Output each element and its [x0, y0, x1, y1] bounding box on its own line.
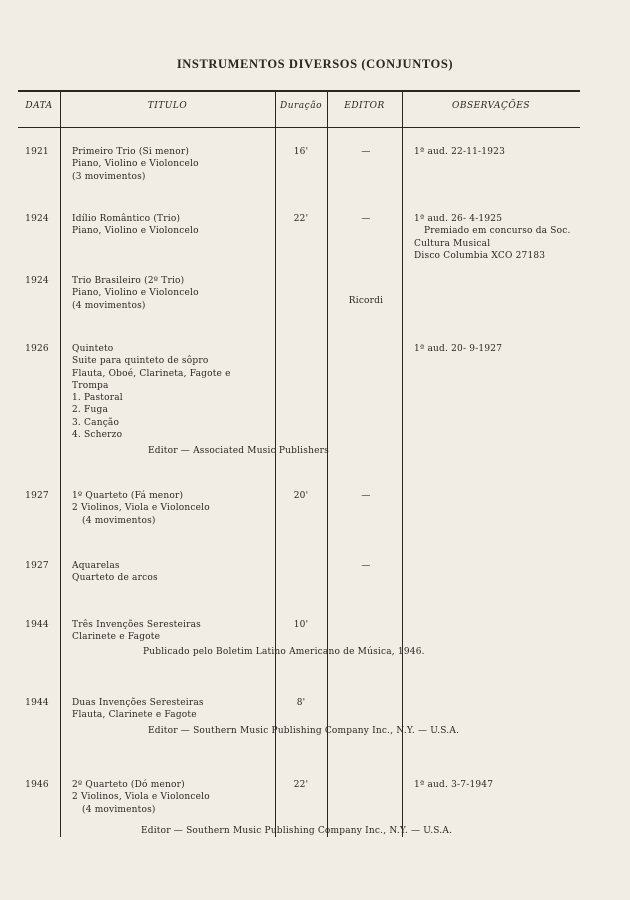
- title-line: Aquarelas: [72, 561, 120, 571]
- title-line: Piano, Violino e Violoncelo: [72, 226, 199, 237]
- row-year: 1927: [25, 561, 49, 571]
- row-title: [72, 146, 199, 183]
- title-line: 1º Quarteto (Fá menor): [72, 491, 184, 501]
- title-line: (4 movimentos): [82, 804, 156, 815]
- title-line: Primeiro Trio (Si menor): [72, 147, 190, 157]
- page-title: INSTRUMENTOS DIVERSOS (CONJUNTOS): [176, 57, 454, 71]
- row-observations: [414, 213, 571, 262]
- column-rule-data: [60, 92, 61, 837]
- row-title: [72, 490, 210, 527]
- row-year: 1924: [25, 276, 49, 286]
- title-line: Flauta, Oboé, Clarineta, Fagote e: [72, 368, 231, 379]
- publisher-note: Editor — Associated Music Publishers: [148, 446, 329, 456]
- title-line: Suite para quinteto de sôpro: [72, 356, 209, 367]
- header-editor: EDITOR: [344, 101, 385, 111]
- publisher-note: Editor — Southern Music Publishing Company Inc., N.Y. — U.S.A.: [141, 826, 453, 836]
- row-duration: 22': [293, 780, 309, 790]
- row-observations: [414, 779, 493, 791]
- title-line: Três Invenções Seresteiras: [72, 620, 201, 630]
- header-observacoes: OBSERVAÇÕES: [451, 101, 531, 111]
- row-title: [72, 779, 210, 816]
- row-title: [72, 560, 158, 585]
- obs-line: 1ª aud. 3-7-1947: [414, 780, 494, 790]
- title-line: 2º Quarteto (Dó menor): [72, 780, 185, 790]
- title-line: Idílio Romântico (Trio): [72, 214, 181, 224]
- row-editor: —: [361, 491, 371, 501]
- row-duration: 22': [293, 214, 309, 224]
- title-line: 2. Fuga: [72, 405, 109, 416]
- title-line: Trio Brasileiro (2º Trio): [72, 276, 185, 286]
- row-editor: —: [361, 214, 371, 224]
- publisher-note: Publicado pelo Boletim Latino Americano de Música, 1946.: [143, 647, 425, 657]
- row-year: 1944: [25, 698, 49, 708]
- row-title: [72, 275, 199, 312]
- row-title: [72, 619, 201, 644]
- obs-line: 1ª aud. 26- 4-1925: [414, 214, 503, 224]
- row-editor: —: [361, 561, 371, 571]
- title-line: 3. Canção: [72, 417, 120, 428]
- row-year: 1944: [25, 620, 49, 630]
- row-observations: [414, 343, 502, 355]
- title-line: (3 movimentos): [72, 171, 146, 182]
- row-title: [72, 213, 199, 238]
- row-editor: —: [361, 147, 371, 157]
- header-duracao: Duração: [279, 101, 322, 111]
- obs-line: 1ª aud. 22-11-1923: [414, 147, 505, 157]
- header-titulo: TITULO: [147, 101, 188, 111]
- row-title: [72, 343, 231, 441]
- publisher-note: Editor — Southern Music Publishing Company Inc., N.Y. — U.S.A.: [148, 726, 460, 736]
- title-line: (4 movimentos): [72, 300, 146, 311]
- title-line: 4. Scherzo: [72, 430, 123, 441]
- row-duration: 16': [293, 147, 309, 157]
- title-line: 2 Violinos, Viola e Violoncelo: [72, 503, 210, 514]
- row-editor: Ricordi: [348, 296, 384, 306]
- title-line: 1. Pastoral: [72, 393, 123, 404]
- obs-line: Premiado em concurso da Soc.: [424, 226, 571, 237]
- title-line: Quarteto de arcos: [72, 573, 158, 584]
- obs-line: Disco Columbia XCO 27183: [414, 250, 546, 261]
- obs-line: 1ª aud. 20- 9-1927: [414, 344, 503, 354]
- title-line: Clarinete e Fagote: [72, 632, 161, 643]
- header-data: DATA: [25, 101, 53, 111]
- row-year: 1921: [25, 147, 49, 157]
- row-year: 1946: [25, 780, 49, 790]
- header-top-rule: [18, 90, 580, 92]
- title-line: (4 movimentos): [82, 515, 156, 526]
- header-bottom-rule: [18, 127, 580, 128]
- row-year: 1927: [25, 491, 49, 501]
- title-line: Duas Invenções Seresteiras: [72, 698, 204, 708]
- title-line: Trompa: [72, 380, 109, 391]
- title-line: 2 Violinos, Viola e Violoncelo: [72, 792, 210, 803]
- title-line: Piano, Violino e Violoncelo: [72, 288, 199, 299]
- title-line: Flauta, Clarinete e Fagote: [72, 710, 197, 721]
- row-title: [72, 697, 204, 722]
- row-observations: [414, 146, 505, 158]
- row-year: 1926: [25, 344, 49, 354]
- title-line: Piano, Violino e Violoncelo: [72, 159, 199, 170]
- title-line: Quinteto: [72, 344, 114, 354]
- row-year: 1924: [25, 214, 49, 224]
- row-duration: 20': [293, 491, 309, 501]
- row-duration: 10': [293, 620, 309, 630]
- row-duration: 8': [296, 698, 306, 708]
- obs-line: Cultura Musical: [414, 238, 491, 249]
